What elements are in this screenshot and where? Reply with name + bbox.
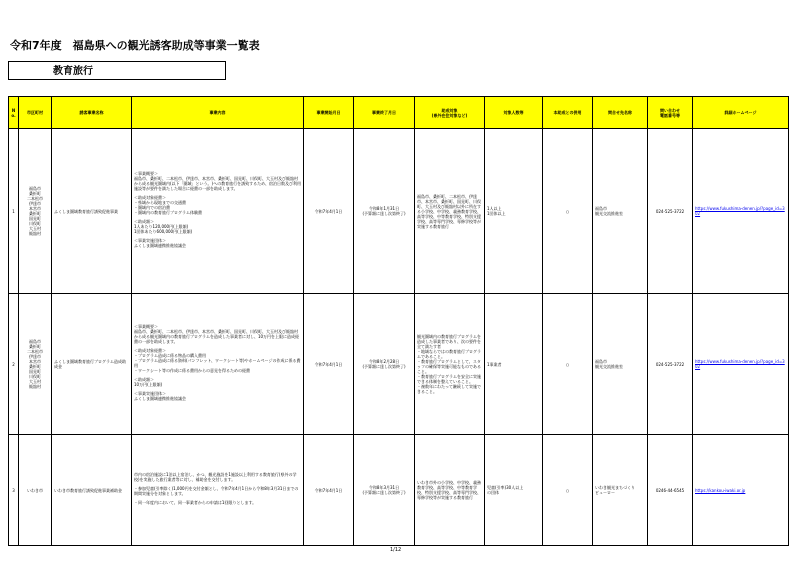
row-end: 令和8年2月28日 (予算額に達し次第終了) (354, 294, 415, 435)
content-paragraph: ＜事業実施団体＞ ふくしま圏域連携推進協議会 (134, 390, 186, 401)
row-url-cell (693, 435, 789, 546)
row-combined: ○ (543, 129, 593, 294)
row-url-cell (693, 129, 789, 294)
row-start: 令和7年4月1日 (304, 294, 354, 435)
table-row (9, 294, 789, 435)
content-paragraph: ＜事業実施団体＞ ふくしま圏域連携推進協議会 (134, 237, 186, 248)
header-combined: 本助成との併用 (543, 97, 593, 129)
row-city: 福島市 桑折町 二本松市 伊達市 本宮市 桑折町 国見町 川俣町 大玉村 飯舘村 (19, 129, 52, 294)
row-target: 観光圏域内の教育旅行プログラムを造成した事業者であり、次の要件を全て満たす者 ・地域ならではの教育旅行プログラムであること。 ・教育旅行プログラムとして、スタッフの確保等実施可能なものであること。 ・教育旅行プログラムを安全に実施できる体制を整えていること。 ・複数年にわたって継続して実施できること。 (415, 294, 485, 435)
row-content (132, 294, 304, 435)
row-combined: ○ (543, 435, 593, 546)
row-phone: 024-525-3722 (648, 129, 693, 294)
table-row (9, 129, 789, 294)
content-paragraph: ＜事業概要＞ 福島市、桑折町、二本松市、伊達市、本宮市、桑折町、国見町、川俣町、大玉村及び飯舘村から成る観光圏域内(以下「圏域」という。)への教育旅行を誘致するため、宿泊日数及び利用施設等が要件を満たした場合に経費の一部を助成します。 (134, 170, 301, 191)
header-people: 対象人数等 (485, 97, 543, 129)
table-row (9, 435, 789, 546)
detail-link[interactable]: https://www.fukushima-denen.jp/?page_id=302 (695, 359, 785, 369)
row-city: いわき市 (19, 435, 52, 546)
row-contact: いわき観光まちづくり ビューロー (593, 435, 648, 546)
row-combined: ○ (543, 294, 593, 435)
content-paragraph: ＜助成額＞ 10万円(上限額) (134, 376, 163, 387)
content-paragraph: ・参加児童(引率除く)1,000円を交付金額とし、令和7年4月1日から令和8年3月31日までの期間実施分を対象とします。 (134, 485, 299, 496)
header-no: No. (9, 97, 19, 129)
table-header-row (9, 97, 789, 129)
content-paragraph: ・同一年度内において、同一事業者からの申請は1回限りとします。 (134, 499, 257, 505)
content-paragraph: 市内の宿泊施設に1泊以上宿泊し、かつ、観光施設を1施設以上利用する教育旅行(県外の学校)を実施した旅行業者等に対し、補助金を交付します。 (134, 471, 297, 482)
content-paragraph: ＜助成対象経費＞ ・県域から現地までの交通費 ・圏域内での宿泊費 ・圏域内の教育旅行プログラム体験費 (134, 194, 202, 215)
header-target: 助成対象 (県外在住対象など) (415, 97, 485, 129)
row-phone: 0246-44-6545 (648, 435, 693, 546)
category-label: 教育旅行 (8, 61, 226, 80)
row-name: ふくしま圏域教育旅行誘致促進事業 (52, 129, 132, 294)
row-people: 1事業者 (485, 294, 543, 435)
content-paragraph: ＜助成額＞ 1人あたり120,000円(上限額) 1団体あたり600,000円(上限額) (134, 218, 193, 234)
row-contact: 福島市 観光交流推進室 (593, 129, 648, 294)
row-end: 令和8年3月31日 (予算額に達し次第終了) (354, 435, 415, 546)
row-content (132, 435, 304, 546)
row-start: 令和7年4月1日 (304, 129, 354, 294)
detail-link[interactable]: https://kankou-iwaki.or.jp (695, 487, 746, 493)
header-city: 市区町村 (19, 97, 52, 129)
row-people: 1人以上 1団体以上 (485, 129, 543, 294)
header-content: 事業内容 (132, 97, 304, 129)
row-phone: 024-525-3722 (648, 294, 693, 435)
header-name: 誘客事業名称 (52, 97, 132, 129)
row-content (132, 129, 304, 294)
header-start: 事業開始月日 (304, 97, 354, 129)
row-contact: 福島市 観光交流推進室 (593, 294, 648, 435)
row-no: 3 (9, 435, 19, 546)
row-start: 令和7年4月1日 (304, 435, 354, 546)
page-number: 1/12 (390, 547, 402, 553)
content-paragraph: ＜事業概要＞ 福島市、桑折町、二本松市、伊達市、本宮市、桑折町、国見町、川俣町、大玉村及び飯舘村から成る観光圏域内の教育旅行プログラムを造成した事業者に対し、10万円を上限に造成経費の一部を助成します。 (134, 323, 300, 344)
header-phone: 問い合わせ 電話番号等 (648, 97, 693, 129)
header-url: 詳細ホームページ (693, 97, 789, 129)
content-paragraph: ＜助成対象経費＞ ・プログラム造成に係る物品の購入費用 ・プログラム造成に係る資料(パンフレット、ワークシート等)やホームページの作成に係る費用 ・ワークシート等の作成に係る費用からの意見を得るための経費 (134, 347, 301, 373)
header-contact: 問合せ先名称 (593, 97, 648, 129)
row-name: ふくしま圏域教育旅行プログラム造成助成金 (52, 294, 132, 435)
row-no: 2 (9, 294, 19, 435)
header-end: 事業終了月日 (354, 97, 415, 129)
row-no: 1 (9, 129, 19, 294)
row-target: いわき市外の小学校、中学校、義務教育学校、高等学校、中等教育学校、特別支援学校、高等専門学校、専修学校等が実施する教育旅行 (415, 435, 485, 546)
page-title: 令和7年度 福島県への観光誘客助成等事業一覧表 (10, 39, 260, 52)
row-name: いわき市教育旅行誘致促進事業補助金 (52, 435, 132, 546)
detail-link[interactable]: https://www.fukushima-denen.jp/?page_id=302 (695, 206, 785, 216)
event-table (8, 96, 789, 546)
row-end: 令和8年1月31日 (予算額に達し次第終了) (354, 129, 415, 294)
row-target: 福島市、桑折町、二本松市、伊達市、本宮市、桑折町、国見町、川俣町、大玉村及び飯舘村以外に所在する小学校、中学校、義務教育学校、高等学校、中等教育学校、特別支援学校、高等専門学校、専修学校等が実施する教育旅行 (415, 129, 485, 294)
row-city: 福島市 桑折町 二本松市 伊達市 本宮市 桑折町 国見町 川俣町 大玉村 飯舘村 (19, 294, 52, 435)
row-url-cell (693, 294, 789, 435)
row-people: 児童(引率)30人以上 の団体 (485, 435, 543, 546)
